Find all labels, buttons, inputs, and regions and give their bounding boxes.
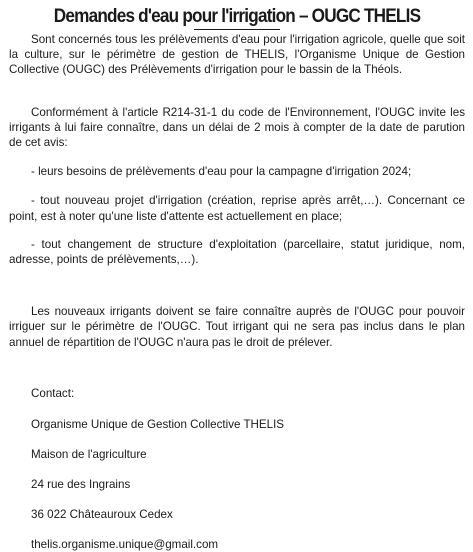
intro-paragraph: Sont concernés tous les prélèvements d'eau pour l'irrigation agricole, quelle que soit la culture, sur le périmètre de gestion de THELIS, l'Organisme Unique de Gestion Collective (OUGC) des Prélèvements d'irrigation pour le bassin de la Théols. — [9, 33, 465, 77]
notice-title: Demandes d'eau pour l'irrigation – OUGC THELIS — [53, 5, 421, 27]
contact-label: Contact: — [31, 386, 75, 400]
contact-maison: Maison de l'agriculture — [31, 447, 147, 461]
contact-email: thelis.organisme.unique@gmail.com — [31, 537, 219, 551]
title-underline — [194, 29, 280, 30]
bullet-projet: - tout nouveau projet d'irrigation (création, reprise après arrêt,…). Concernant ce point, est à noter qu'une liste d'attente est actuellement en place; — [9, 194, 465, 223]
nouveaux-irrigants-paragraph: Les nouveaux irrigants doivent se faire connaître auprès de l'OUGC pour pouvoir irriguer sur le périmètre de l'OUGC. Tout irrigant qui ne sera pas inclus dans le plan annuel de répartition de l'OUGC n'aura pas le droit de prélever. — [9, 305, 465, 349]
article-paragraph: Conformément à l'article R214-31-1 du code de l'Environnement, l'OUGC invite les irrigants à lui faire connaître, dans un délai de 2 mois à compter de la date de parution de cet avis: — [9, 105, 465, 150]
bullet-besoins: - leurs besoins de prélèvements d'eau pour la campagne d'irrigation 2024; — [31, 165, 412, 179]
contact-ville: 36 022 Châteauroux Cedex — [31, 507, 173, 521]
contact-organisme: Organisme Unique de Gestion Collective THELIS — [31, 417, 285, 431]
bullet-structure: - tout changement de structure d'exploitation (parcellaire, statut juridique, nom, adresse, points de prélèvements,…). — [9, 237, 465, 267]
contact-rue: 24 rue des Ingrains — [31, 477, 131, 491]
